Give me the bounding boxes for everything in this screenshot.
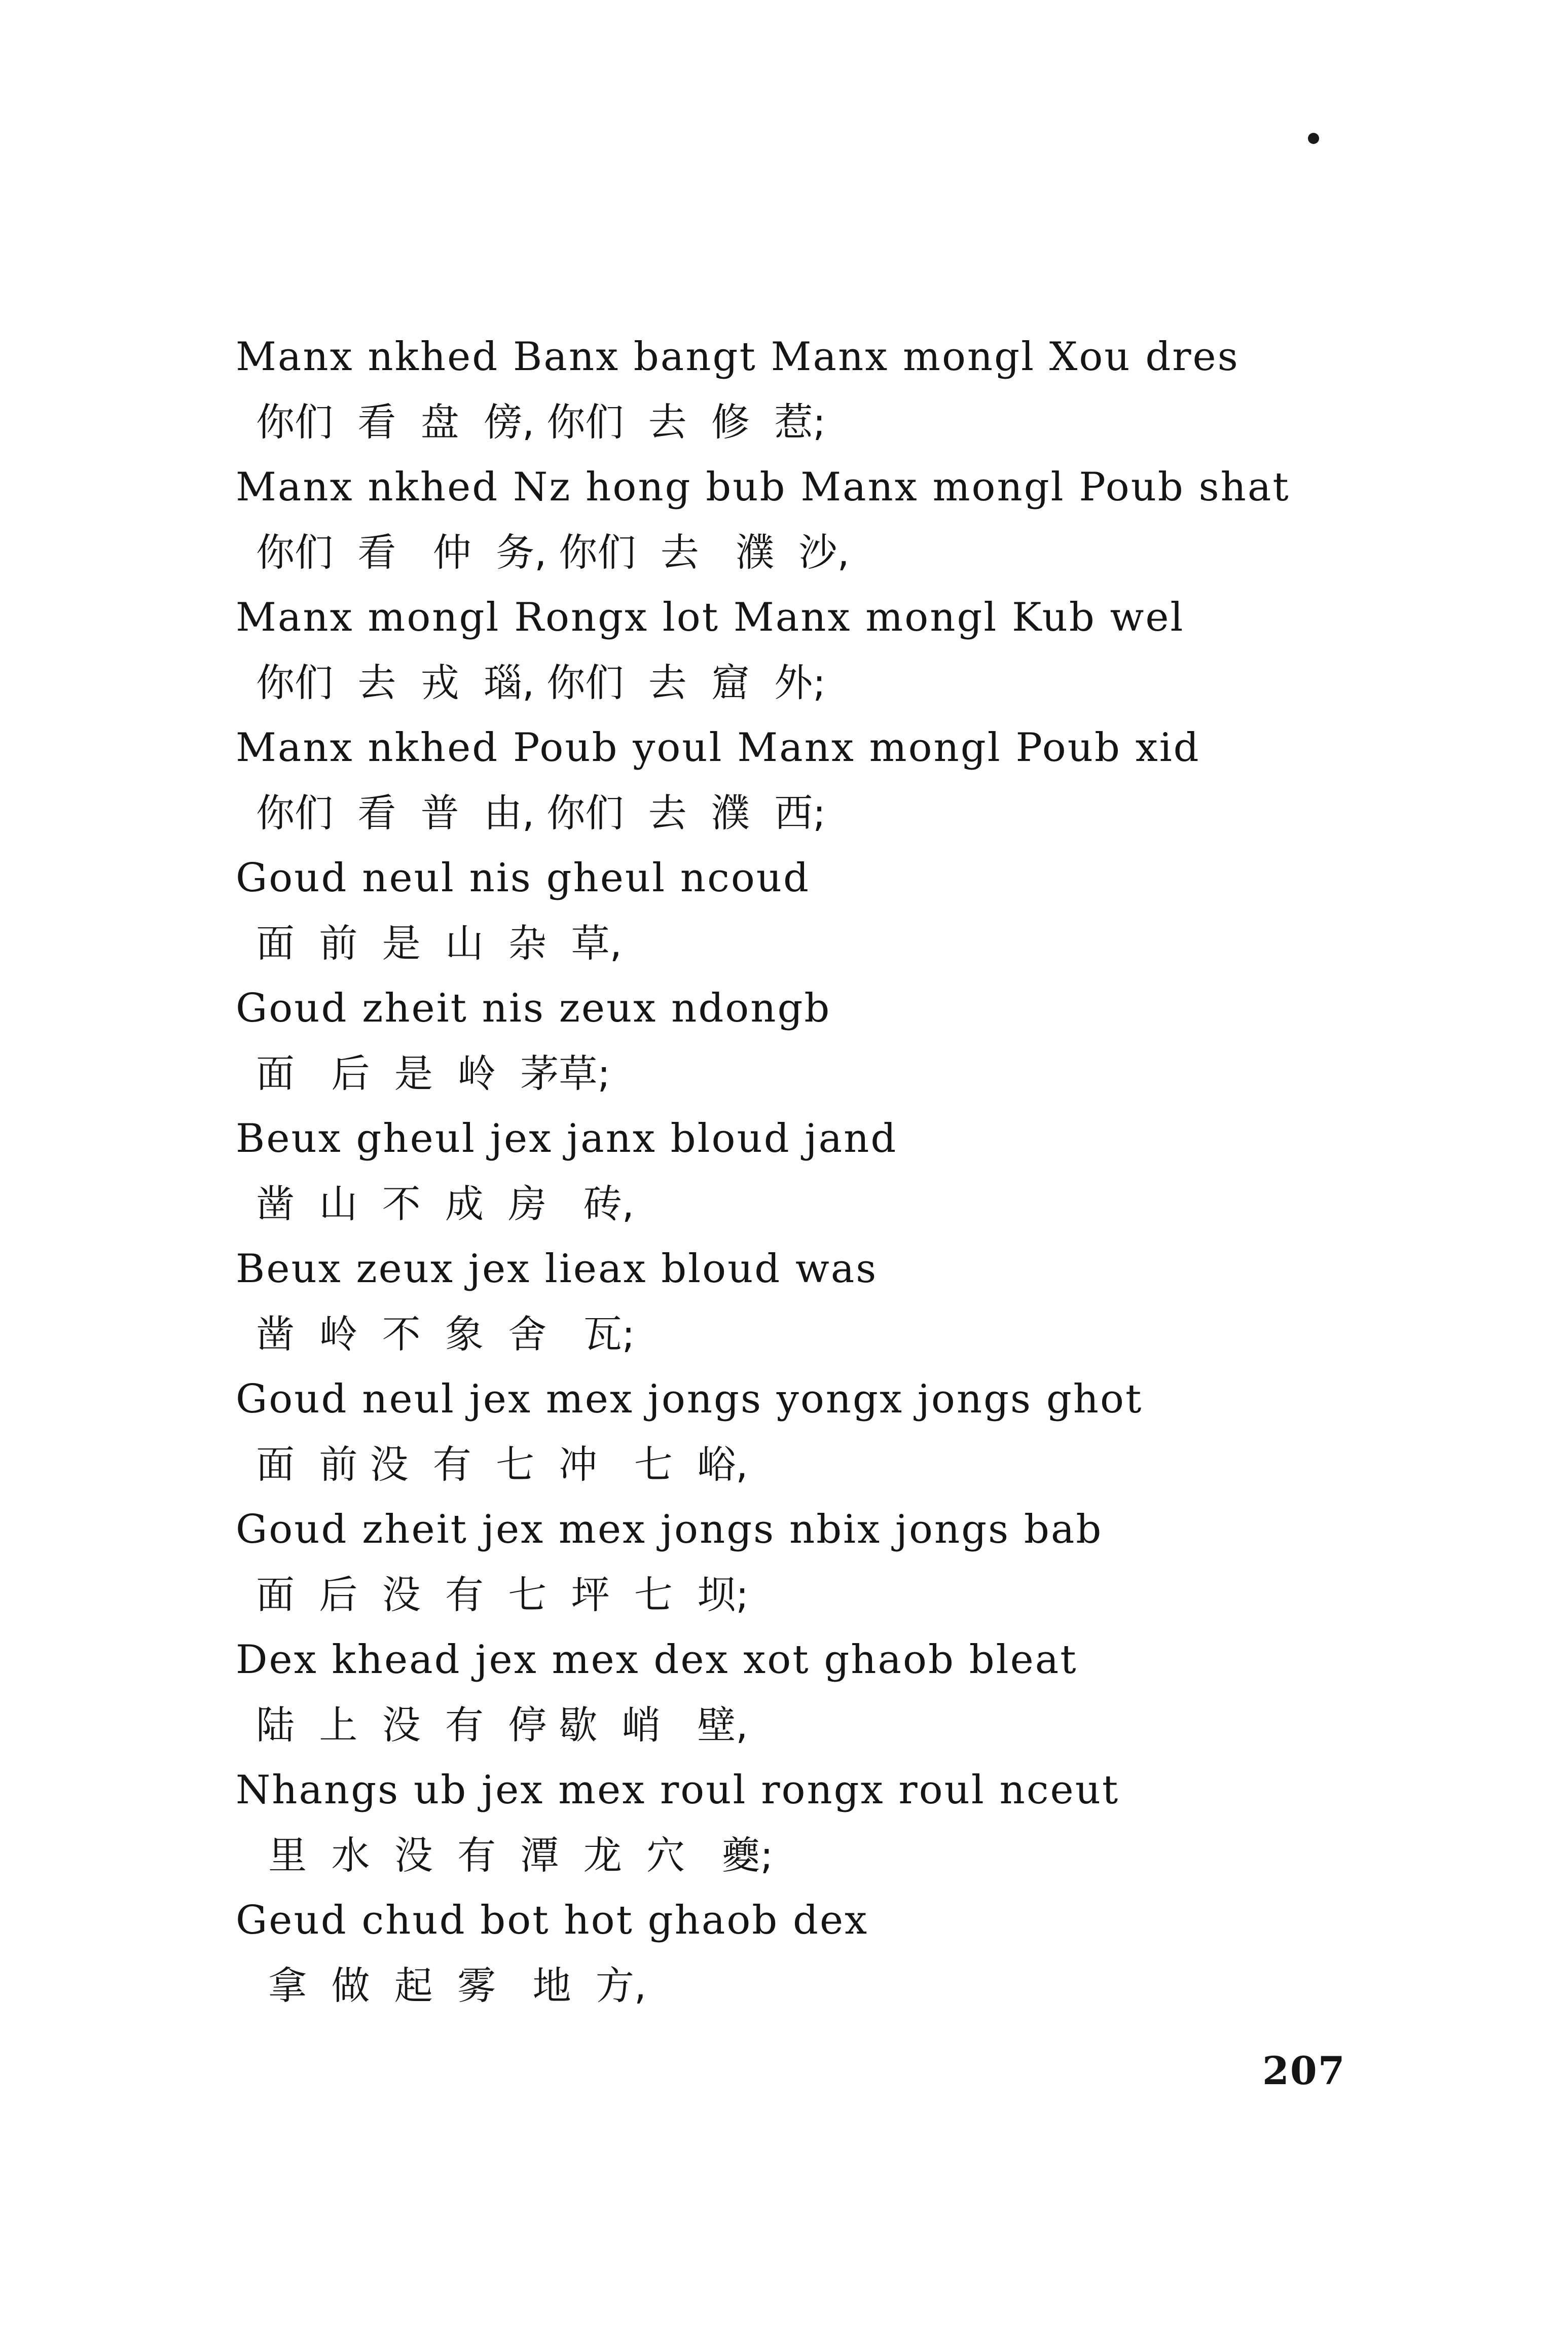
hanzi-line-12: 里 水 没 有 潭 龙 穴 夔;: [256, 1832, 774, 1878]
latin-line-10: Goud zheit jex mex jongs nbix jongs bab: [236, 1507, 1103, 1552]
latin-line-11: Dex khead jex mex dex xot ghaob bleat: [236, 1637, 1078, 1683]
ink-dot: [1308, 133, 1319, 144]
hanzi-line-2: 你们 看 仲 务, 你们 去 濮 沙,: [256, 529, 850, 575]
latin-line-8: Beux zeux jex lieax bloud was: [236, 1246, 878, 1292]
latin-line-9: Goud neul jex mex jongs yongx jongs ghot: [236, 1376, 1143, 1422]
hanzi-line-6: 面 后 是 岭 茅草;: [256, 1050, 611, 1096]
latin-line-12: Nhangs ub jex mex roul rongx roul nceut: [236, 1767, 1120, 1813]
latin-line-7: Beux gheul jex janx bloud jand: [236, 1116, 898, 1161]
latin-line-1: Manx nkhed Banx bangt Manx mongl Xou dres: [236, 334, 1239, 380]
hanzi-line-1: 你们 看 盘 傍, 你们 去 修 惹;: [256, 399, 826, 445]
hanzi-line-8: 凿 岭 不 象 舍 瓦;: [256, 1311, 635, 1357]
hanzi-line-9: 面 前 没 有 七 冲 七 峪,: [256, 1441, 748, 1487]
latin-line-5: Goud neul nis gheul ncoud: [236, 855, 810, 901]
latin-line-3: Manx mongl Rongx lot Manx mongl Kub wel: [236, 595, 1185, 640]
latin-line-4: Manx nkhed Poub youl Manx mongl Poub xid: [236, 725, 1200, 771]
hanzi-line-3: 你们 去 戎 瑙, 你们 去 窟 外;: [256, 660, 826, 705]
hanzi-line-10: 面 后 没 有 七 坪 七 坝;: [256, 1572, 749, 1617]
latin-line-6: Goud zheit nis zeux ndongb: [236, 986, 831, 1031]
latin-line-13: Geud chud bot hot ghaob dex: [236, 1898, 869, 1943]
page-number: 207: [1262, 2048, 1346, 2093]
hanzi-line-4: 你们 看 普 由, 你们 去 濮 西;: [256, 790, 826, 835]
poem-text: [236, 324, 1376, 2018]
hanzi-line-13: 拿 做 起 雾 地 方,: [256, 1962, 647, 2008]
latin-line-2: Manx nkhed Nz hong bub Manx mongl Poub shat: [236, 464, 1290, 510]
hanzi-line-5: 面 前 是 山 杂 草,: [256, 920, 622, 966]
hanzi-line-11: 陆 上 没 有 停 歇 峭 壁,: [256, 1702, 748, 1748]
hanzi-line-7: 凿 山 不 成 房 砖,: [256, 1181, 634, 1226]
